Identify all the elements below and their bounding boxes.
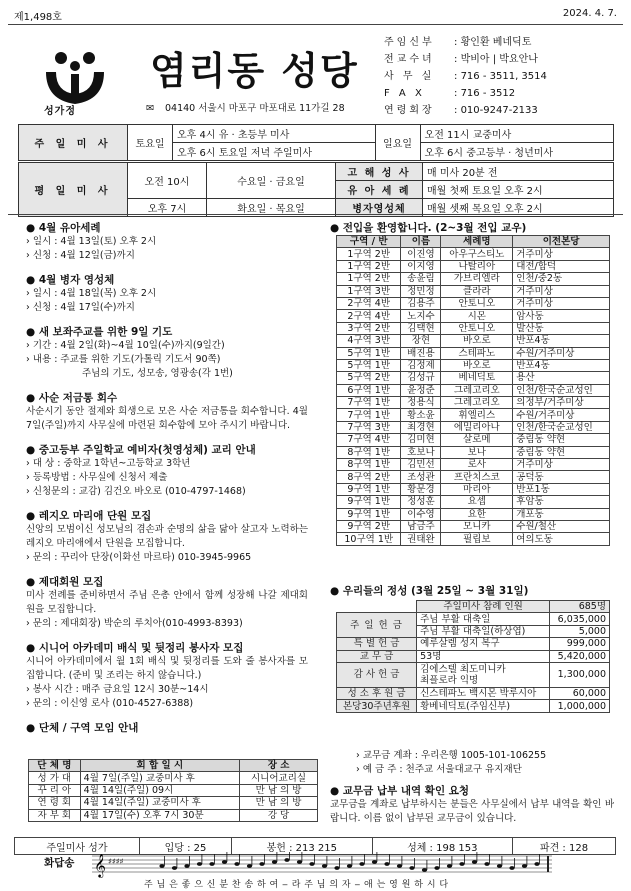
offering-item: 김에스텔 최도미니카 최플로라 익명	[417, 662, 550, 687]
infant-baptism-line: › 일시 : 4월 13일(토) 오후 2시	[26, 235, 308, 249]
section-rule	[8, 214, 623, 215]
table-row: 성 가 대 4월 7일(주일) 교중미사 후 시니어교리실	[29, 772, 318, 784]
dues-text: 교무금을 계좌로 납부하시는 분들은 사무실에서 납부 내역을 확인 바랍니다. 이름 없이 납부된 교무금이 있습니다.	[330, 799, 614, 824]
table-row: 8구역 1반 김민선 로사 거주미상	[337, 459, 610, 471]
infant-baptism-title: ● 4월 유아세례	[26, 220, 308, 235]
info-sisters: 전교수녀 : 박비아 | 박요안나	[384, 54, 538, 65]
saturday-label: 토요일	[128, 125, 173, 161]
weekday-days-2: 화요일 · 목요일	[207, 199, 336, 217]
music-note	[397, 864, 402, 868]
left-column	[26, 220, 308, 735]
offering-category: 감 사 헌 금	[337, 662, 417, 687]
offering-item: 주님 부활 대축일(하상엽)	[417, 625, 550, 637]
welcome-header-prev-parish: 이전본당	[513, 236, 610, 248]
account-number: › 교무금 계좌 : 우리은행 1005-101-106255	[356, 749, 546, 763]
hymn-label: 주일미사 성가	[15, 838, 140, 855]
hymn-dismissal: 파견 : 128	[513, 838, 616, 855]
novena-title: ● 새 보좌주교를 위한 9일 기도	[26, 324, 308, 339]
welcome-title: ● 전입을 환영합니다. (2~3월 전입 교우)	[330, 220, 526, 235]
weekday-time-2: 오후 7시	[128, 199, 207, 217]
table-row: 4구역 3반 장현 바오로 반포4동	[337, 335, 610, 347]
music-note	[522, 864, 527, 868]
offering-category: 특 별 헌 금	[337, 638, 417, 650]
legio-text: 신앙의 모범이신 성모님의 겸손과 순명의 삶을 닮아 살고자 노력하는 레지오 마리애에서 단원을 모집합니다.	[26, 524, 308, 549]
youth-catechism-line: › 대 상 : 중학교 1학년~고등학교 3학년	[26, 457, 308, 471]
offering-category: 교 무 금	[337, 650, 417, 662]
table-row: 2구역 4반 김용주 안토니오 거주미상	[337, 297, 610, 309]
hymn-entrance: 입당 : 25	[139, 838, 231, 855]
sick-communion-value: 매월 셋째 목요일 오후 2시	[423, 199, 614, 217]
music-note	[409, 866, 414, 870]
offering-item: 53명	[417, 650, 550, 662]
info-funeral: 연령회장 : 010-9247-2133	[384, 105, 538, 116]
music-note	[459, 862, 464, 866]
music-note	[234, 862, 239, 866]
music-note	[509, 866, 514, 870]
altar-title: ● 제대회원 모집	[26, 574, 308, 589]
svg-text:𝄞: 𝄞	[94, 853, 106, 877]
info-office: 사 무 실 : 716 - 3511, 3514	[384, 71, 547, 82]
psalm-music-staff	[92, 852, 554, 878]
info-fax: F A X : 716 - 3512	[384, 88, 516, 99]
table-row: 1구역 2반 송윤림 가브리엘라 인천/중2동	[337, 273, 610, 285]
table-row: 5구역 2반 김성규 베네딕토 용산	[337, 372, 610, 384]
table-row: 3구역 2반 김택현 안토니오 발산동	[337, 322, 610, 334]
offering-item: 예루살렘 성지 복구	[417, 638, 550, 650]
youth-catechism-line: › 등록방법 : 사무실에 신청서 제출	[26, 471, 308, 485]
table-row: 자 부 회 4월 17일(수) 오후 7시 30분 강 당	[29, 809, 318, 821]
group-header-place: 장 소	[240, 760, 318, 772]
table-row: 7구역 4반 김미현 살로메 중림동 약현	[337, 434, 610, 446]
infant-baptism-line: › 신청 : 4월 12일(금)까지	[26, 249, 308, 263]
senior-volunteer-title: ● 시니어 아카데미 배식 및 뒷정리 봉사자 모집	[26, 640, 308, 655]
music-note	[172, 866, 177, 870]
address-text: 04140 서울시 마포구 마포대로 11가길 28	[165, 103, 345, 114]
table-row: 9구역 1반 정성훈 요셉 후암동	[337, 496, 610, 508]
table-row: 8구역 1반 호보나 보나 중림동 약현	[337, 446, 610, 458]
music-note	[422, 868, 427, 872]
music-note	[259, 862, 264, 866]
table-row: 8구역 2반 조성관 프란치스코 공덕동	[337, 471, 610, 483]
table-row: 9구역 2반 남금주 모니카 수원/철산	[337, 520, 610, 532]
lent-box-text: 사순시기 동안 절제와 희생으로 모은 사순 저금통을 회수합니다. 4월 7일(주일)까지 사무실에 마련된 회수함에 모아 주시기 바랍니다.	[26, 406, 308, 431]
table-row: 7구역 1반 정용식 그레고리오 의정부/거주미상	[337, 397, 610, 409]
legio-contact: › 문의 : 꾸리아 단장(이화선 마르타) 010-3945-9965	[26, 551, 308, 565]
sat-row-2: 오후 6시 토요일 저녁 주일미사	[173, 143, 376, 161]
welcome-header-area: 구역 / 반	[337, 236, 401, 248]
infant-baptism-value: 매월 첫째 토요일 오후 2시	[423, 181, 614, 199]
table-row: 1구역 2반 이지영 나탈리아 대전/합덕	[337, 260, 610, 272]
dues-title: ● 교무금 납부 내역 확인 요청	[330, 783, 469, 798]
offering-title: ● 우리들의 정성 (3월 25일 ~ 3월 31일)	[330, 583, 528, 598]
novena-line: › 내용 : 주교를 위한 기도(가톨릭 기도서 90쪽)	[26, 353, 308, 367]
offering-amount: 60,000	[550, 687, 610, 699]
welcome-header-baptismal: 세례명	[441, 236, 513, 248]
table-row: 7구역 1반 황소윤 휘엘리스 수원/거주미상	[337, 409, 610, 421]
offering-table	[336, 600, 610, 713]
music-note	[447, 864, 452, 868]
music-note	[184, 864, 189, 868]
senior-volunteer-line: › 문의 : 이신영 로사 (010-4527-6388)	[26, 697, 308, 711]
sick-communion-label: 병자영성체	[336, 199, 423, 217]
legio-title: ● 레지오 마리애 단원 모집	[26, 508, 308, 523]
offering-item: 신스테파노 백시몬 박루시아	[417, 687, 550, 699]
parish-address	[146, 100, 345, 114]
table-row: 9구역 1반 황문경 마리아 반포1동	[337, 483, 610, 495]
music-note	[484, 862, 489, 866]
psalm-lyrics: 주 님 은 좋 으 신 분 찬 송 하 여 ‒ 라 주 님 의 자 ‒ 애 는 영 원 하 시 다	[144, 880, 449, 890]
hymn-communion: 성체 : 198 153	[372, 838, 512, 855]
offering-amount: 1,300,000	[550, 662, 610, 687]
table-row: 1구역 2반 이진영 아우구스티노 거주미상	[337, 248, 610, 260]
table-row: 꾸 리 아 4월 14일(주일) 09시 만 남 의 방	[29, 784, 318, 796]
weekday-mass-label: 평 일 미 사	[19, 163, 128, 217]
music-note	[247, 864, 252, 868]
music-note	[272, 860, 277, 864]
music-note	[197, 862, 202, 866]
music-note	[372, 860, 377, 864]
group-meeting-title: ● 단체 / 구역 모임 안내	[26, 720, 308, 735]
welcome-header-name: 이름	[401, 236, 441, 248]
welcome-table	[336, 235, 610, 546]
novena-line: 주님의 기도, 성모송, 영광송(각 1번)	[82, 368, 233, 379]
table-row: 9구역 1반 이수영 요한 개포동	[337, 508, 610, 520]
music-note	[434, 866, 439, 870]
attendance-value: 685명	[550, 601, 610, 613]
sunday-label: 일요일	[375, 125, 420, 161]
infant-baptism-label: 유 아 세 례	[336, 181, 423, 199]
sat-row-1: 오후 4시 유 · 초등부 미사	[173, 125, 376, 143]
offering-amount: 999,000	[550, 638, 610, 650]
music-note	[534, 862, 539, 866]
sick-communion-title: ● 4월 병자 영성체	[26, 272, 308, 287]
table-row: 1구역 3반 정민정 클라라 거주미상	[337, 285, 610, 297]
novena-line: › 기간 : 4월 2일(화)~4월 10일(수)까지(9일간)	[26, 339, 308, 353]
parish-contact-info	[384, 34, 547, 119]
table-row: 5구역 1반 배진용 스테파노 수원/거주미상	[337, 347, 610, 359]
account-holder: › 예 금 주 : 천주교 서울대교구 유지재단	[356, 763, 522, 777]
table-row: 연 령 회 4월 14일(주일) 교중미사 후 만 남 의 방	[29, 797, 318, 809]
weekday-schedule-table	[18, 162, 614, 217]
music-note	[222, 860, 227, 864]
confession-label: 고 해 성 사	[336, 163, 423, 181]
table-row: 5구역 1반 김정제 바오로 반포4동	[337, 359, 610, 371]
issue-number: 제1,498호	[14, 12, 62, 23]
offering-category: 성 소 후 원 금	[337, 687, 417, 699]
music-note	[497, 864, 502, 868]
mail-icon: ✉	[146, 103, 154, 114]
table-row: 6구역 1반 윤정준 그레고리오 인천/한국순교성인	[337, 384, 610, 396]
parish-title: 염리동 성당	[150, 48, 359, 93]
music-note	[209, 862, 214, 866]
group-meeting-table	[28, 759, 318, 822]
attendance-label: 주일미사 참례 인원	[417, 601, 550, 613]
table-row: 10구역 1반 권태완 필립보 여의도동	[337, 533, 610, 545]
weekday-days-1: 수요일 · 금요일	[207, 163, 336, 199]
logo-caption: 성가정	[44, 106, 76, 117]
youth-catechism-line: › 신청문의 : 교감) 김건오 바오로 (010-4797-1468)	[26, 485, 308, 499]
offering-amount: 6,035,000	[550, 613, 610, 625]
music-note	[284, 858, 289, 862]
top-rule	[8, 24, 623, 25]
senior-volunteer-line: › 봉사 시간 : 매주 금요일 12시 30분~14시	[26, 683, 308, 697]
youth-catechism-title: ● 중고등부 주일학교 예비자(첫영성체) 교리 안내	[26, 442, 308, 457]
sunday-mass-label: 주 일 미 사	[19, 125, 128, 161]
altar-contact: › 문의 : 제대회장) 박순의 루치아(010-4993-8393)	[26, 617, 308, 631]
music-note	[334, 866, 339, 870]
sick-communion-line: › 신청 : 4월 17일(수)까지	[26, 301, 308, 315]
group-header-name: 단 체 명	[29, 760, 81, 772]
sun-row-1: 오전 11시 교중미사	[420, 125, 613, 143]
music-note	[384, 862, 389, 866]
senior-volunteer-text: 시니어 아카데미에서 월 1회 배식 및 뒷정리를 도와 줄 봉사자를 모집합니다. (준비 및 조리는 하지 않습니다.)	[26, 656, 308, 681]
sun-row-2: 오후 6시 중고등부 · 청년미사	[420, 143, 613, 161]
music-note	[472, 860, 477, 864]
offering-item: 주님 부활 대축일	[417, 613, 550, 625]
offering-category: 본당30주년후원	[337, 700, 417, 712]
table-row: 2구역 4반 노지수 시몬 암사동	[337, 310, 610, 322]
group-header-time: 회 합 일 시	[80, 760, 239, 772]
issue-date: 2024. 4. 7.	[562, 8, 617, 19]
music-note	[297, 860, 302, 864]
mass-schedule-table	[18, 124, 614, 161]
confession-value: 매 미사 20분 전	[423, 163, 614, 181]
offering-amount: 5,000	[550, 625, 610, 637]
music-note	[359, 862, 364, 866]
table-row: 7구역 3반 최경현 에밀리아나 인천/한국순교성인	[337, 421, 610, 433]
music-note	[309, 862, 314, 866]
offering-category: 주 일 헌 금	[337, 613, 417, 638]
info-pastor: 주임신부 : 황인환 베네딕토	[384, 37, 532, 48]
offering-amount: 1,000,000	[550, 700, 610, 712]
music-note	[159, 864, 164, 868]
music-note	[347, 864, 352, 868]
music-note	[322, 864, 327, 868]
lent-box-title: ● 사순 저금통 회수	[26, 390, 308, 405]
offering-item: 황베네딕토(주임신부)	[417, 700, 550, 712]
altar-text: 미사 전례를 준비하면서 주님 은총 안에서 함께 성장해 나갈 제대회원을 모집합니다.	[26, 590, 308, 615]
weekday-time-1: 오전 10시	[128, 163, 207, 199]
offering-amount: 5,420,000	[550, 650, 610, 662]
psalm-label: 화답송	[44, 857, 75, 869]
svg-text:♯♯♯♯: ♯♯♯♯	[108, 857, 124, 866]
hymn-offertory: 봉헌 : 213 215	[232, 838, 372, 855]
sick-communion-line: › 일시 : 4월 18일(목) 오후 2시	[26, 287, 308, 301]
